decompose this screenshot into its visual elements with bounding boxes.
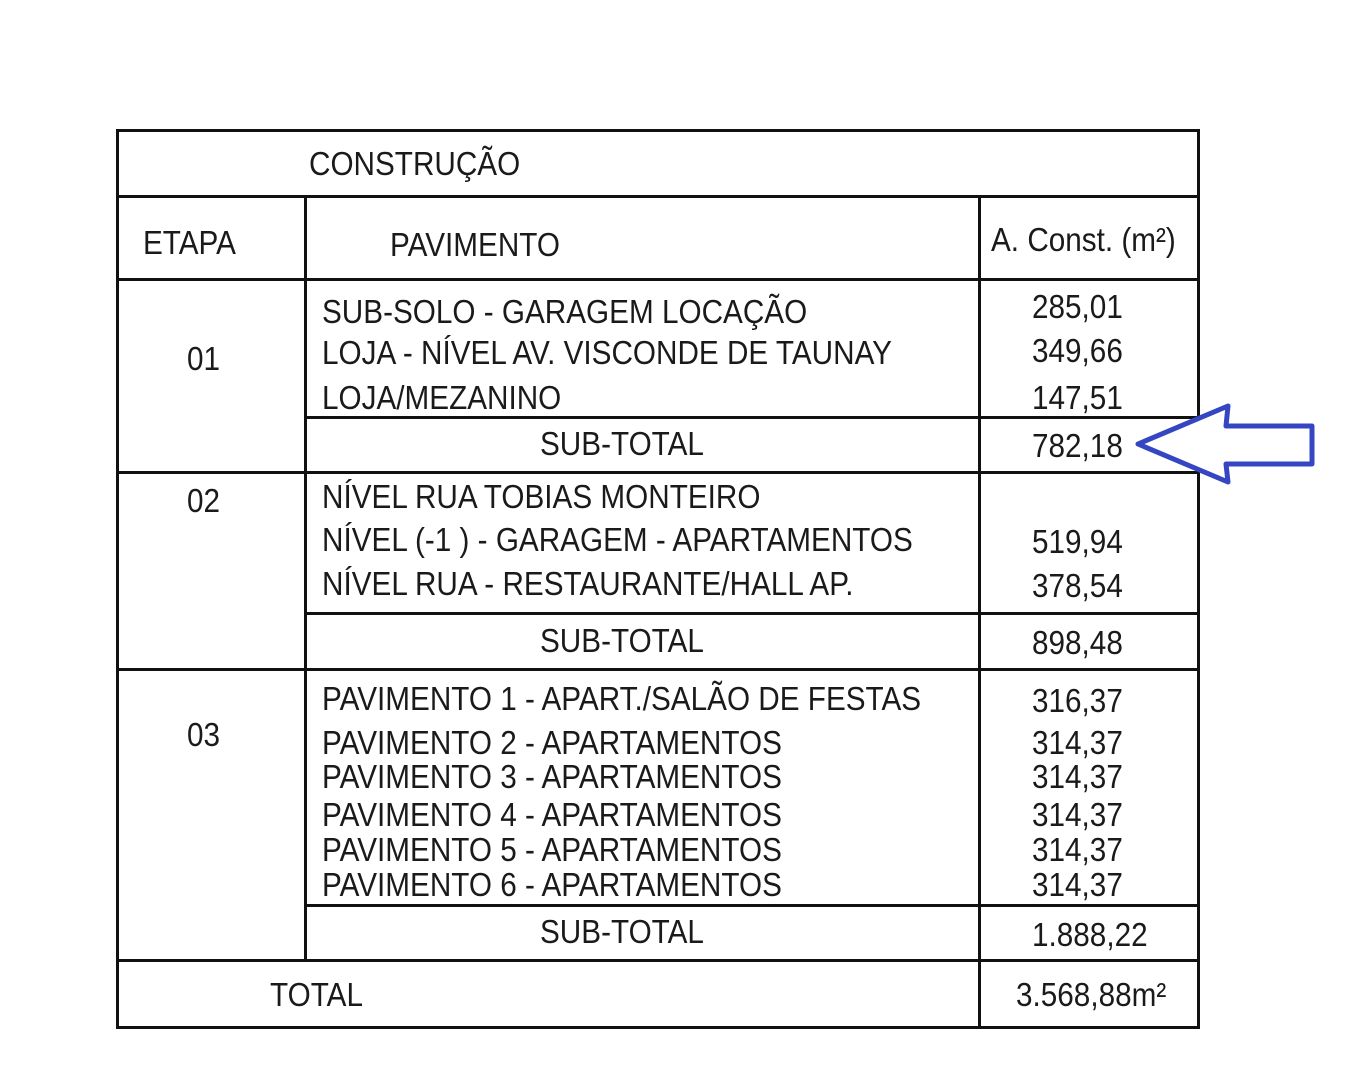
row-area: 314,37 xyxy=(1032,831,1123,868)
subtotal-label: SUB-TOTAL xyxy=(540,425,704,462)
row-pavimento: PAVIMENTO 4 - APARTAMENTOS xyxy=(322,796,782,833)
subtotal-label: SUB-TOTAL xyxy=(540,913,704,950)
row-area: 314,37 xyxy=(1032,796,1123,833)
row-pavimento: PAVIMENTO 5 - APARTAMENTOS xyxy=(322,831,782,868)
divider-col-etapa xyxy=(304,195,307,961)
row-pavimento: PAVIMENTO 6 - APARTAMENTOS xyxy=(322,866,782,903)
row-pavimento: LOJA/MEZANINO xyxy=(322,379,562,416)
row-area: 378,54 xyxy=(1032,567,1123,604)
row-pavimento: PAVIMENTO 3 - APARTAMENTOS xyxy=(322,758,782,795)
row-pavimento: PAVIMENTO 2 - APARTAMENTOS xyxy=(322,724,782,761)
divider-col-area xyxy=(978,195,981,1029)
arrow-shape xyxy=(1138,406,1312,482)
row-pavimento: LOJA - NÍVEL AV. VISCONDE DE TAUNAY xyxy=(322,334,892,371)
table-title: CONSTRUÇÃO xyxy=(309,145,521,182)
row-pavimento: PAVIMENTO 1 - APART./SALÃO DE FESTAS xyxy=(322,680,922,717)
row-area: 349,66 xyxy=(1032,332,1123,369)
row-pavimento: NÍVEL RUA - RESTAURANTE/HALL AP. xyxy=(322,565,854,602)
subtotal-value: 782,18 xyxy=(1032,427,1123,464)
header-pavimento: PAVIMENTO xyxy=(390,226,560,263)
header-etapa: ETAPA xyxy=(143,224,236,261)
divider-stage3 xyxy=(116,959,1200,962)
row-pavimento: SUB-SOLO - GARAGEM LOCAÇÃO xyxy=(322,293,808,330)
row-area: 519,94 xyxy=(1032,523,1123,560)
row-pavimento: NÍVEL (-1 ) - GARAGEM - APARTAMENTOS xyxy=(322,521,913,558)
divider-header xyxy=(116,278,1200,281)
row-area: 314,37 xyxy=(1032,866,1123,903)
row-area: 316,37 xyxy=(1032,682,1123,719)
total-label: TOTAL xyxy=(270,976,363,1013)
subtotal-value: 1.888,22 xyxy=(1032,916,1148,953)
subtotal-label: SUB-TOTAL xyxy=(540,622,704,659)
divider-stage1 xyxy=(116,471,1200,474)
row-pavimento: NÍVEL RUA TOBIAS MONTEIRO xyxy=(322,478,761,515)
divider-stage2 xyxy=(116,668,1200,671)
row-area: 314,37 xyxy=(1032,724,1123,761)
divider-title xyxy=(116,195,1200,198)
divider-stage2-subtotal xyxy=(306,612,1200,615)
subtotal-value: 898,48 xyxy=(1032,624,1123,661)
header-area: A. Const. (m²) xyxy=(991,221,1176,258)
row-area: 285,01 xyxy=(1032,288,1123,325)
row-area: 314,37 xyxy=(1032,758,1123,795)
divider-stage3-subtotal xyxy=(306,904,1200,907)
total-value: 3.568,88m² xyxy=(1016,976,1167,1013)
stage-etapa: 03 xyxy=(187,716,221,753)
row-area: 147,51 xyxy=(1032,379,1123,416)
divider-stage1-subtotal xyxy=(306,416,1200,419)
stage-etapa: 01 xyxy=(187,340,221,377)
stage-etapa: 02 xyxy=(187,482,221,519)
left-arrow-icon xyxy=(1130,402,1320,488)
